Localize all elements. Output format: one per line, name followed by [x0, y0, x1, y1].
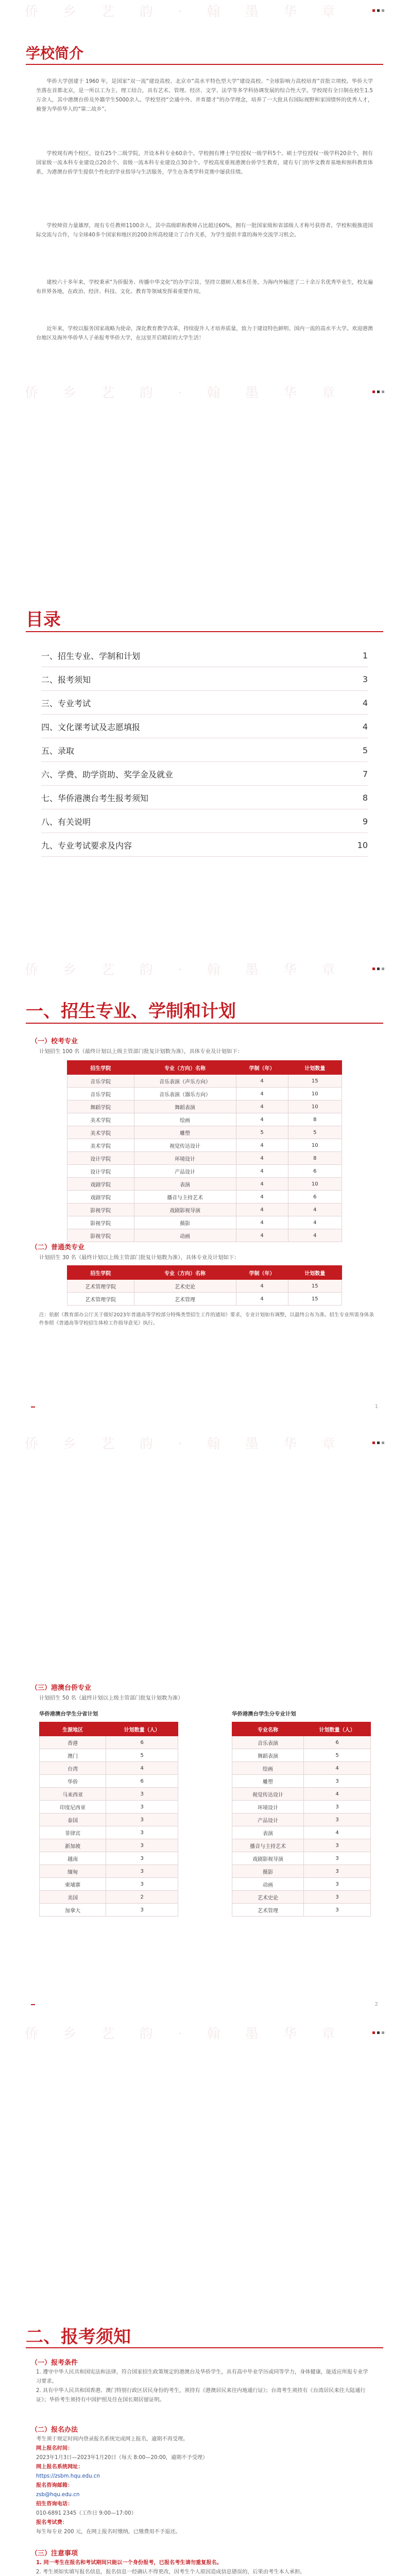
table-cell: 6 [106, 1736, 178, 1749]
toc-item-page: 4 [362, 721, 368, 732]
section1-title: 一、招生专业、学制和计划 [26, 1001, 236, 1022]
table-cell: 3 [304, 1904, 371, 1917]
signup-intro: 考生须于规定时间内登录报名系统完成网上报名，逾期不再受理。 [36, 2436, 189, 2442]
table-row [232, 1891, 371, 1904]
toc-item[interactable] [41, 739, 368, 762]
table-row [67, 1075, 342, 1088]
table-cell: 印度尼西亚 [40, 1801, 106, 1814]
toc-item[interactable] [41, 644, 368, 667]
about-paragraph-5: 近年来，学校以服务国家战略为使命，深化教育教学改革，持续提升人才培养质量，致力于建设特色鲜明、国内一流的高水平大学。欢迎港澳台地区及海外华侨华人子弟报考华侨大学，在这里开启精彩的大学生活！ [36, 326, 373, 341]
table-row [40, 1775, 178, 1788]
table-cell: 艺术管理学院 [67, 1280, 134, 1293]
table-cell: 音乐学院 [67, 1075, 134, 1088]
table-cell: 影视学院 [67, 1204, 134, 1216]
table-cell: 3 [304, 1839, 371, 1852]
table-cell: 4 [236, 1229, 288, 1242]
notes-list [36, 2558, 373, 2576]
table-cell: 绘画 [134, 1113, 236, 1126]
section1-note: 注：依据《教育部办公厅关于做好2023年普通高等学校部分特殊类型招生工作的通知》要求，专业计划如有调整，以最终公布为准。招生专业所需身体条件参照《普通高等学校招生体检工作指导意见》执行。 [39, 1312, 374, 1326]
section1-sub2-note: 计划招生 30 名（最终计划以上级主管部门批复计划数为准），具体专业及计划如下： [39, 1255, 240, 1261]
table-cell: 10 [288, 1088, 342, 1100]
table-cell: 视觉传达设计 [232, 1788, 304, 1801]
table-cell: 3 [304, 1801, 371, 1814]
table-row [232, 1801, 371, 1814]
table-cell: 4 [236, 1139, 288, 1152]
table-cell: 柬埔寨 [40, 1878, 106, 1891]
table-cell: 香港 [40, 1736, 106, 1749]
section2-sub3-title: （三）注意事项 [31, 2550, 78, 2557]
table-row [232, 1814, 371, 1826]
toc-item[interactable] [41, 691, 368, 715]
about-paragraph-1: 华侨大学创建于 1960 年，是国家“双一流”建设高校、北京市“高水平特色型大学”建设高校、“全球影响力高校培育”首批立项校。华侨大学坐落在首都北京，是一所以工为主、理工结合，具有艺术、管理、经济、文学、法学等多学科协调发展的综合性大学。学校现有全日制在校生1.5万余人，其中港澳台侨及外籍学生5000余人。学校坚持“会通中外、并育德才”的办学理念，培养了一大批具有国际视野和家国情怀的优秀人才，被誉为华侨华人的“第二故乡”。 [36, 79, 373, 112]
section1-sub3-title: （三）港澳台侨专业 [31, 1684, 92, 1692]
table-cell: 艺术史论 [134, 1280, 236, 1293]
table-header: 专业名称 [232, 1722, 304, 1736]
table-cell: 摄影 [134, 1216, 236, 1229]
table-cell: 4 [236, 1113, 288, 1126]
table-cell: 3 [106, 1826, 178, 1839]
table-cell: 音乐表演 [232, 1736, 304, 1749]
toc-item[interactable] [41, 668, 368, 691]
section1-sub1-title: （一）校考专业 [31, 1038, 78, 1045]
table-cell: 泰国 [40, 1814, 106, 1826]
toc-item[interactable] [41, 786, 368, 809]
table-cell: 美国 [40, 1891, 106, 1904]
table-header: 学制（年） [236, 1061, 288, 1075]
table-cell: 美术学院 [67, 1126, 134, 1139]
table-cell: 艺术管理学院 [67, 1293, 134, 1306]
table-cell: 3 [304, 1775, 371, 1788]
table-cell: 产品设计 [232, 1814, 304, 1826]
table-cell: 10 [288, 1178, 342, 1191]
table-cell: 3 [106, 1852, 178, 1865]
table-cell: 8 [288, 1113, 342, 1126]
table-header: 学制（年） [236, 1266, 288, 1280]
table-cell: 菲律宾 [40, 1826, 106, 1839]
signup-url-link[interactable]: https://zsbm.hqu.edu.cn [36, 2473, 100, 2479]
table-row [40, 1865, 178, 1878]
table-cell: 越南 [40, 1852, 106, 1865]
table-row [40, 1839, 178, 1852]
table-cell: 播音与主持艺术 [232, 1839, 304, 1852]
table-cell: 台湾 [40, 1762, 106, 1775]
note-item: 2. 考生须如实填写报名信息，报名信息一经确认不得更改，因考生个人原因造成信息错误的，后果由考生本人承担。 [36, 2569, 305, 2575]
table-cell: 动画 [232, 1878, 304, 1891]
toc-item-label: 九、专业考试要求及内容 [41, 840, 132, 851]
divider-banner-1 [0, 381, 409, 402]
table-cell: 5 [106, 1749, 178, 1762]
table-cell: 3 [106, 1814, 178, 1826]
table-cell: 舞蹈表演 [134, 1100, 236, 1113]
table-row [232, 1826, 371, 1839]
table-cell: 15 [288, 1075, 342, 1088]
plan-table-2 [67, 1265, 342, 1306]
table-cell: 视觉传达设计 [134, 1139, 236, 1152]
table-cell: 音乐学院 [67, 1088, 134, 1100]
group-b-caption: 华侨港澳台学生分专业计划 [232, 1711, 296, 1717]
condition-item: 1. 遵守中华人民共和国宪法和法律，符合国家招生政策规定的港澳台及华侨学生，具有高中毕业学历或同等学力，身体健康，能适应所报专业学习要求。 [36, 2369, 368, 2384]
table-header: 计划数量（人） [106, 1722, 178, 1736]
table-row [40, 1891, 178, 1904]
divider-banner-3 [0, 1432, 409, 1453]
table-row [67, 1191, 342, 1204]
table-row [67, 1293, 342, 1306]
page-footer [31, 1404, 378, 1410]
url-label: 网上报名系统网址： [36, 2464, 83, 2470]
about-paragraph-3: 学校师资力量雄厚，现有专任教师1100余人，其中高级职称教师占比超过60%，拥有一批国家级和省部级人才称号获得者。学校积极推进国际交流与合作，与全球40多个国家和地区的200余所高校建立了合作关系，为学生提供丰富的海外交流学习机会。 [36, 223, 373, 238]
table-cell: 3 [304, 1814, 371, 1826]
table-row [40, 1904, 178, 1917]
table-cell: 舞蹈学院 [67, 1100, 134, 1113]
table-cell: 15 [288, 1293, 342, 1306]
table-row [40, 1801, 178, 1814]
table-cell: 2 [106, 1891, 178, 1904]
table-cell: 3 [106, 1865, 178, 1878]
table-cell: 动画 [134, 1229, 236, 1242]
table-cell: 6 [106, 1775, 178, 1788]
table-cell: 艺术管理 [232, 1904, 304, 1917]
table-cell: 6 [304, 1736, 371, 1749]
table-header: 专业（方向）名称 [134, 1061, 236, 1075]
brand-mark-icon [372, 391, 384, 393]
table-cell: 3 [106, 1839, 178, 1852]
table-cell: 表演 [134, 1178, 236, 1191]
fee-text: 每生每专业 200 元，在网上报名时缴纳，已缴费用不予退还。 [36, 2529, 181, 2535]
toc-item-page: 8 [362, 792, 368, 803]
table-cell: 4 [236, 1178, 288, 1191]
table-cell: 4 [236, 1280, 288, 1293]
table-cell: 6 [288, 1165, 342, 1178]
table-row [67, 1139, 342, 1152]
table-cell: 5 [304, 1749, 371, 1762]
table-cell: 戏剧学院 [67, 1178, 134, 1191]
section2-sub2-title: （二）报名办法 [31, 2426, 78, 2434]
table-row [40, 1788, 178, 1801]
table-row [40, 1762, 178, 1775]
section1-sub3-note: 计划招生 50 名（最终计划以上级主管部门批复计划数为准） [39, 1695, 183, 1701]
table-header: 计划数量（人） [304, 1722, 371, 1736]
toc-item-label: 一、招生专业、学制和计划 [41, 651, 141, 661]
table-cell: 3 [304, 1865, 371, 1878]
toc-item[interactable] [41, 715, 368, 738]
table-cell: 4 [288, 1204, 342, 1216]
signup-period: 2023年1月3日—2023年1月20日（每天 8:00—20:00，逾期不予受理） [36, 2455, 208, 2461]
table-cell: 3 [106, 1904, 178, 1917]
about-paragraph-2: 学校现有两个校区，设有25个二级学院，开设本科专业60余个。学校拥有博士学位授权一级学科5个、硕士学位授权一级学科20余个，拥有国家级一流本科专业建设点20余个、省级一流本科专业建设点30余个。学校高度重视港澳台侨学生教育，建有专门的华文教育基地和预科教育体系，为港澳台侨学生提供个性化的学业指导与生活服务，学生在各类学科竞赛中屡获佳绩。 [36, 151, 373, 175]
table-cell: 戏剧影视导演 [232, 1852, 304, 1865]
toc-item-label: 四、文化课考试及志愿填报 [41, 722, 141, 732]
table-cell: 3 [304, 1852, 371, 1865]
table-row [232, 1904, 371, 1917]
table-cell: 4 [236, 1075, 288, 1088]
table-cell: 10 [288, 1139, 342, 1152]
table-row [67, 1216, 342, 1229]
table-cell: 6 [288, 1191, 342, 1204]
table-row [40, 1814, 178, 1826]
table-row [40, 1749, 178, 1762]
table-cell: 4 [236, 1293, 288, 1306]
table-cell: 设计学院 [67, 1165, 134, 1178]
table-cell: 戏剧影视导演 [134, 1204, 236, 1216]
condition-item: 2. 具有中华人民共和国香港、澳门特别行政区居民身份的考生，须持有《港澳居民来往内地通行证》；台湾考生须持有《台湾居民来往大陆通行证》；华侨考生须持有中国护照及住在国长期居留证明。 [36, 2388, 366, 2403]
table-cell: 艺术史论 [232, 1891, 304, 1904]
table-cell: 环境设计 [232, 1801, 304, 1814]
toc-title: 目录 [26, 609, 61, 630]
contact-label: 招生咨询电话： [36, 2501, 73, 2507]
table-cell: 舞蹈表演 [232, 1749, 304, 1762]
table-row [40, 1878, 178, 1891]
table-cell: 4 [236, 1088, 288, 1100]
table-cell: 4 [236, 1152, 288, 1165]
table-cell: 音乐表演（器乐方向） [134, 1088, 236, 1100]
note-highlight: 1. 同一考生在报名和考试期间只能以一个身份报考，已报名考生请勿重复报名。 [36, 2560, 222, 2566]
table-cell: 美术学院 [67, 1139, 134, 1152]
table-cell: 3 [106, 1801, 178, 1814]
table-cell: 10 [288, 1100, 342, 1113]
table-cell: 4 [236, 1191, 288, 1204]
table-row [67, 1165, 342, 1178]
table-row [232, 1788, 371, 1801]
table-cell: 雕塑 [232, 1775, 304, 1788]
table-header: 生源地区 [40, 1722, 106, 1736]
table-header: 计划数量 [288, 1266, 342, 1280]
table-cell: 华侨 [40, 1775, 106, 1788]
table-row [67, 1178, 342, 1191]
section1-rule [26, 1023, 383, 1024]
table-cell: 3 [304, 1878, 371, 1891]
table-cell: 5 [288, 1126, 342, 1139]
section2-title: 二、报考须知 [26, 2327, 131, 2347]
table-row [67, 1152, 342, 1165]
toc-item-page: 3 [362, 674, 368, 684]
table-cell: 艺术管理 [134, 1293, 236, 1306]
table-cell: 美术学院 [67, 1113, 134, 1126]
toc-item-label: 八、有关说明 [41, 817, 91, 827]
about-title-rule [26, 64, 383, 65]
toc-item-page: 10 [357, 840, 368, 850]
table-cell: 4 [236, 1100, 288, 1113]
brand-mark-icon [372, 968, 384, 970]
page-number: 1 [374, 1404, 378, 1410]
table-cell: 4 [236, 1216, 288, 1229]
toc-item-page: 5 [362, 745, 368, 755]
table-row [40, 1736, 178, 1749]
table-row [232, 1878, 371, 1891]
table-cell: 影视学院 [67, 1216, 134, 1229]
table-cell: 4 [288, 1229, 342, 1242]
toc-item-page: 7 [362, 769, 368, 779]
table-cell: 播音与主持艺术 [134, 1191, 236, 1204]
table-cell: 新加坡 [40, 1839, 106, 1852]
table-cell: 4 [236, 1204, 288, 1216]
toc-item-label: 六、学费、助学资助、奖学金及就业 [41, 769, 174, 779]
table-row [232, 1775, 371, 1788]
brand-mark-icon [372, 1442, 384, 1444]
table-row [67, 1204, 342, 1216]
toc-item-label: 五、录取 [41, 745, 75, 756]
table-row [67, 1100, 342, 1113]
toc-item-page: 1 [362, 650, 368, 660]
table-cell: 马来西亚 [40, 1788, 106, 1801]
group-a-caption: 华侨港澳台学生分省计划 [39, 1711, 98, 1717]
table-cell: 4 [304, 1788, 371, 1801]
table-cell: 3 [304, 1891, 371, 1904]
footer-rule [31, 2004, 35, 2005]
top-banner [0, 0, 409, 21]
calligraphy-watermark: 侨 乡 艺 韵 · 翰 墨 华 章 [25, 1436, 346, 1452]
table-cell: 4 [304, 1762, 371, 1775]
section2-sub1-title: （一）报考条件 [31, 2359, 78, 2367]
toc-item-page: 4 [362, 698, 368, 708]
toc-item-label: 七、华侨港澳台考生报考须知 [41, 793, 149, 803]
section1-sub1-note: 计划招生 100 名（最终计划以上级主管部门批复计划数为准），具体专业及计划如下： [39, 1048, 243, 1055]
calligraphy-watermark: 侨 乡 艺 韵 · 翰 墨 华 章 [25, 4, 346, 20]
toc-item-page: 9 [362, 816, 368, 826]
table-cell: 摄影 [232, 1865, 304, 1878]
toc-item-label: 二、报考须知 [41, 674, 91, 685]
section1-sub2-title: （二）普通类专业 [31, 1244, 85, 1251]
brand-mark-icon [372, 9, 384, 12]
contact-phone: 010-6891 2345（工作日 9:00—17:00） [36, 2511, 137, 2516]
table-row [232, 1839, 371, 1852]
table-row [67, 1113, 342, 1126]
toc-item[interactable] [41, 810, 368, 833]
period-label: 网上报名时间： [36, 2446, 73, 2451]
table-header: 招生学院 [67, 1266, 134, 1280]
table-cell: 4 [288, 1216, 342, 1229]
table-cell: 加拿大 [40, 1904, 106, 1917]
table-header: 计划数量 [288, 1061, 342, 1075]
table-cell: 表演 [232, 1826, 304, 1839]
table-row [232, 1762, 371, 1775]
plan-table-region [39, 1722, 178, 1917]
table-row [232, 1852, 371, 1865]
brand-mark-icon [372, 2031, 384, 2034]
table-cell: 产品设计 [134, 1165, 236, 1178]
table-cell: 绘画 [232, 1762, 304, 1775]
fee-label: 报名考试费： [36, 2520, 68, 2526]
table-cell: 设计学院 [67, 1152, 134, 1165]
table-row [67, 1126, 342, 1139]
table-cell: 8 [288, 1152, 342, 1165]
conditions-list [36, 2368, 373, 2405]
table-cell: 影视学院 [67, 1229, 134, 1242]
plan-table-1 [67, 1060, 342, 1242]
table-row [232, 1736, 371, 1749]
table-cell: 4 [304, 1826, 371, 1839]
calligraphy-watermark: 侨 乡 艺 韵 · 翰 墨 华 章 [25, 385, 346, 401]
table-cell: 环境设计 [134, 1152, 236, 1165]
section2-rule [26, 2347, 383, 2348]
signup-block [36, 2435, 373, 2537]
table-row [67, 1280, 342, 1293]
page-footer [31, 2002, 378, 2007]
calligraphy-watermark: 侨 乡 艺 韵 · 翰 墨 华 章 [25, 2026, 346, 2042]
toc-item[interactable] [41, 762, 368, 786]
table-cell: 戏剧学院 [67, 1191, 134, 1204]
calligraphy-watermark: 侨 乡 艺 韵 · 翰 墨 华 章 [25, 962, 346, 978]
table-cell: 3 [106, 1878, 178, 1891]
page-number: 2 [374, 2002, 378, 2007]
signup-email-link[interactable]: zsb@hqu.edu.cn [36, 2492, 80, 2498]
footer-rule [31, 1406, 35, 1408]
table-cell: 3 [106, 1788, 178, 1801]
table-row [67, 1229, 342, 1242]
table-row [232, 1749, 371, 1762]
table-header: 专业（方向）名称 [134, 1266, 236, 1280]
about-paragraph-4: 建校六十多年来，学校秉承“为侨服务、传播中华文化”的办学宗旨，坚持立德树人根本任务，为海内外输送了二十余万名优秀毕业生，校友遍布世界各地，在政治、经济、科技、文化、教育等领域发挥着重要作用。 [36, 280, 373, 295]
table-cell: 澳门 [40, 1749, 106, 1762]
table-row [40, 1826, 178, 1839]
table-row [40, 1852, 178, 1865]
toc-rule [26, 631, 383, 632]
email-label: 报名咨询邮箱： [36, 2483, 73, 2488]
table-cell: 5 [236, 1126, 288, 1139]
table-cell: 4 [236, 1165, 288, 1178]
toc-item-label: 三、专业考试 [41, 698, 91, 708]
table-row [232, 1865, 371, 1878]
divider-banner-4 [0, 2022, 409, 2043]
table-cell: 4 [106, 1762, 178, 1775]
table-header: 招生学院 [67, 1061, 134, 1075]
divider-banner-2 [0, 958, 409, 979]
table-cell: 缅甸 [40, 1865, 106, 1878]
about-title: 学校简介 [26, 45, 84, 62]
table-cell: 雕塑 [134, 1126, 236, 1139]
table-cell: 音乐表演（声乐方向） [134, 1075, 236, 1088]
table-cell: 15 [288, 1280, 342, 1293]
toc-item[interactable] [41, 834, 368, 857]
table-row [67, 1088, 342, 1100]
plan-table-major [232, 1722, 371, 1917]
